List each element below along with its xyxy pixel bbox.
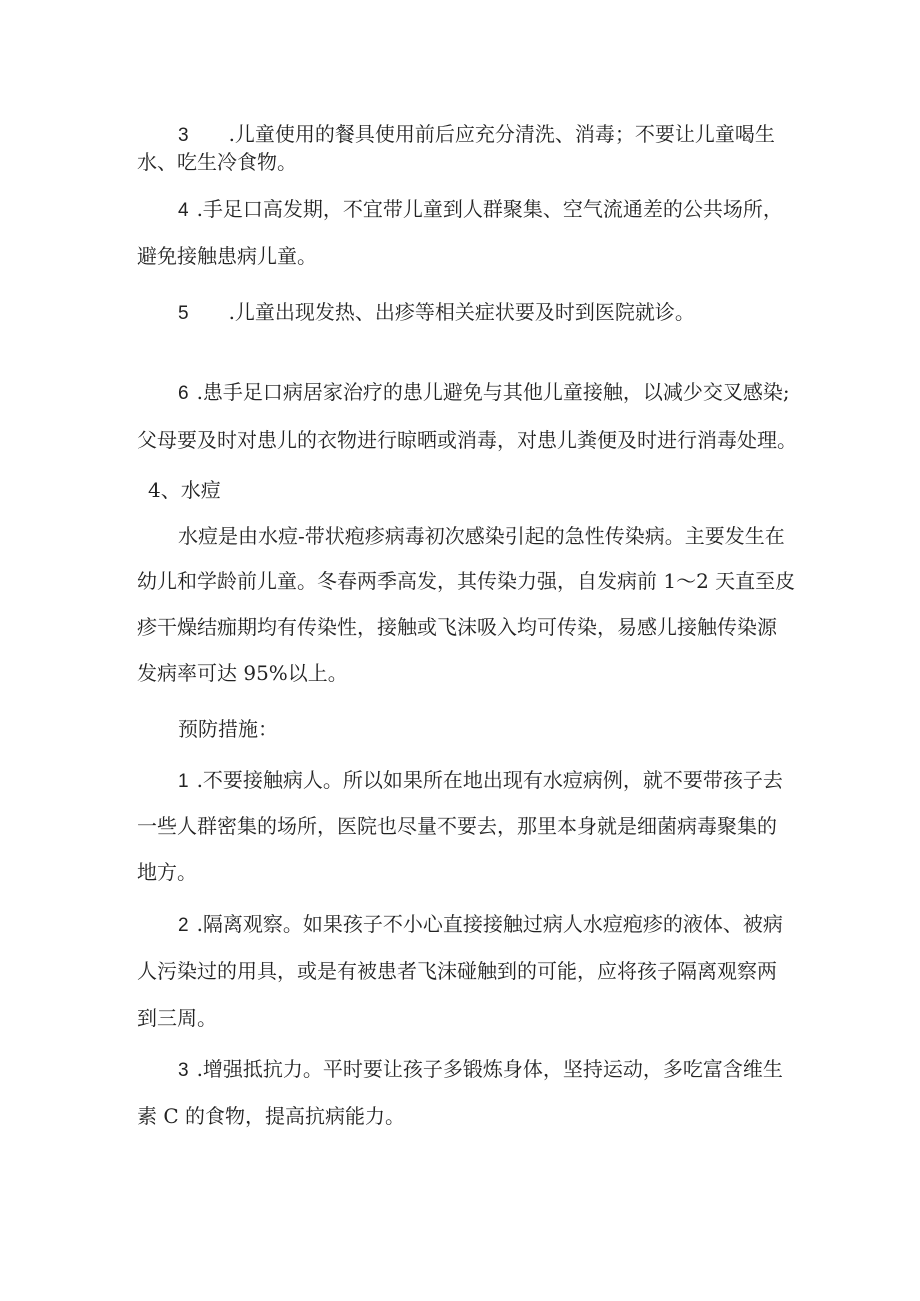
prevention-1-number: 1 xyxy=(178,771,189,792)
prevention-2-line-1 xyxy=(178,910,783,940)
prevention-3-number: 3 xyxy=(178,1060,189,1081)
item-3-line-1 xyxy=(178,120,775,150)
item-4-line-1 xyxy=(178,195,783,225)
item-6-text: .患手足口病居家治疗的患儿避免与其他儿童接触，以减少交叉感染; xyxy=(196,380,790,404)
intro-line-4: 发病率可达 95%以上。 xyxy=(137,661,348,685)
item-4-number: 4 xyxy=(178,200,189,221)
prevention-2-line-3: 到三周。 xyxy=(137,1006,217,1030)
prevention-2-line-2: 人污染过的用具，或是有被患者飞沫碰触到的可能，应将孩子隔离观察两 xyxy=(137,959,777,983)
intro-line-1: 水痘是由水痘-带状疱疹病毒初次感染引起的急性传染病。主要发生在 xyxy=(178,524,785,548)
item-4-line-2: 避免接触患病儿童。 xyxy=(137,244,317,268)
prevention-3-line-1 xyxy=(178,1055,783,1085)
prevention-3-text: .增强抵抗力。平时要让孩子多锻炼身体，坚持运动，多吃富含维生 xyxy=(196,1057,783,1081)
item-5-number: 5 xyxy=(178,303,189,324)
item-3-text: .儿童使用的餐具使用前后应充分清洗、消毒；不要让儿童喝生 xyxy=(228,122,775,146)
intro-line-2: 幼儿和学龄前儿童。冬春两季高发，其传染力强，自发病前 1～2 天直至皮 xyxy=(137,569,796,593)
item-6-number: 6 xyxy=(178,383,189,404)
item-3-line-2: 水、吃生冷食物。 xyxy=(137,150,297,174)
prevention-2-text: .隔离观察。如果孩子不小心直接接触过病人水痘疱疹的液体、被病 xyxy=(196,912,783,936)
prevention-1-line-1 xyxy=(178,766,783,796)
item-3-number: 3 xyxy=(178,125,189,146)
prevention-2-number: 2 xyxy=(178,915,189,936)
prevention-1-line-2: 一些人群密集的场所，医院也尽量不要去，那里本身就是细菌病毒聚集的 xyxy=(137,814,777,838)
prevention-1-line-3: 地方。 xyxy=(137,860,197,884)
prevention-heading: 预防措施： xyxy=(178,717,278,741)
intro-line-3: 疹干燥结痂期均有传染性，接触或飞沫吸入均可传染，易感儿接触传染源 xyxy=(137,615,777,639)
item-5-line xyxy=(178,298,695,328)
section-4-heading: 4、水痘 xyxy=(148,478,221,502)
item-6-line-2: 父母要及时对患儿的衣物进行晾晒或消毒，对患儿粪便及时进行消毒处理。 xyxy=(137,428,797,452)
item-5-text: .儿童出现发热、出疹等相关症状要及时到医院就诊。 xyxy=(228,300,695,324)
item-4-text: .手足口高发期，不宜带儿童到人群聚集、空气流通差的公共场所， xyxy=(196,197,783,221)
item-6-line-1 xyxy=(178,378,790,408)
prevention-1-text: .不要接触病人。所以如果所在地出现有水痘病例，就不要带孩子去 xyxy=(196,768,783,792)
prevention-3-line-2: 素 C 的食物，提高抗病能力。 xyxy=(137,1104,406,1128)
